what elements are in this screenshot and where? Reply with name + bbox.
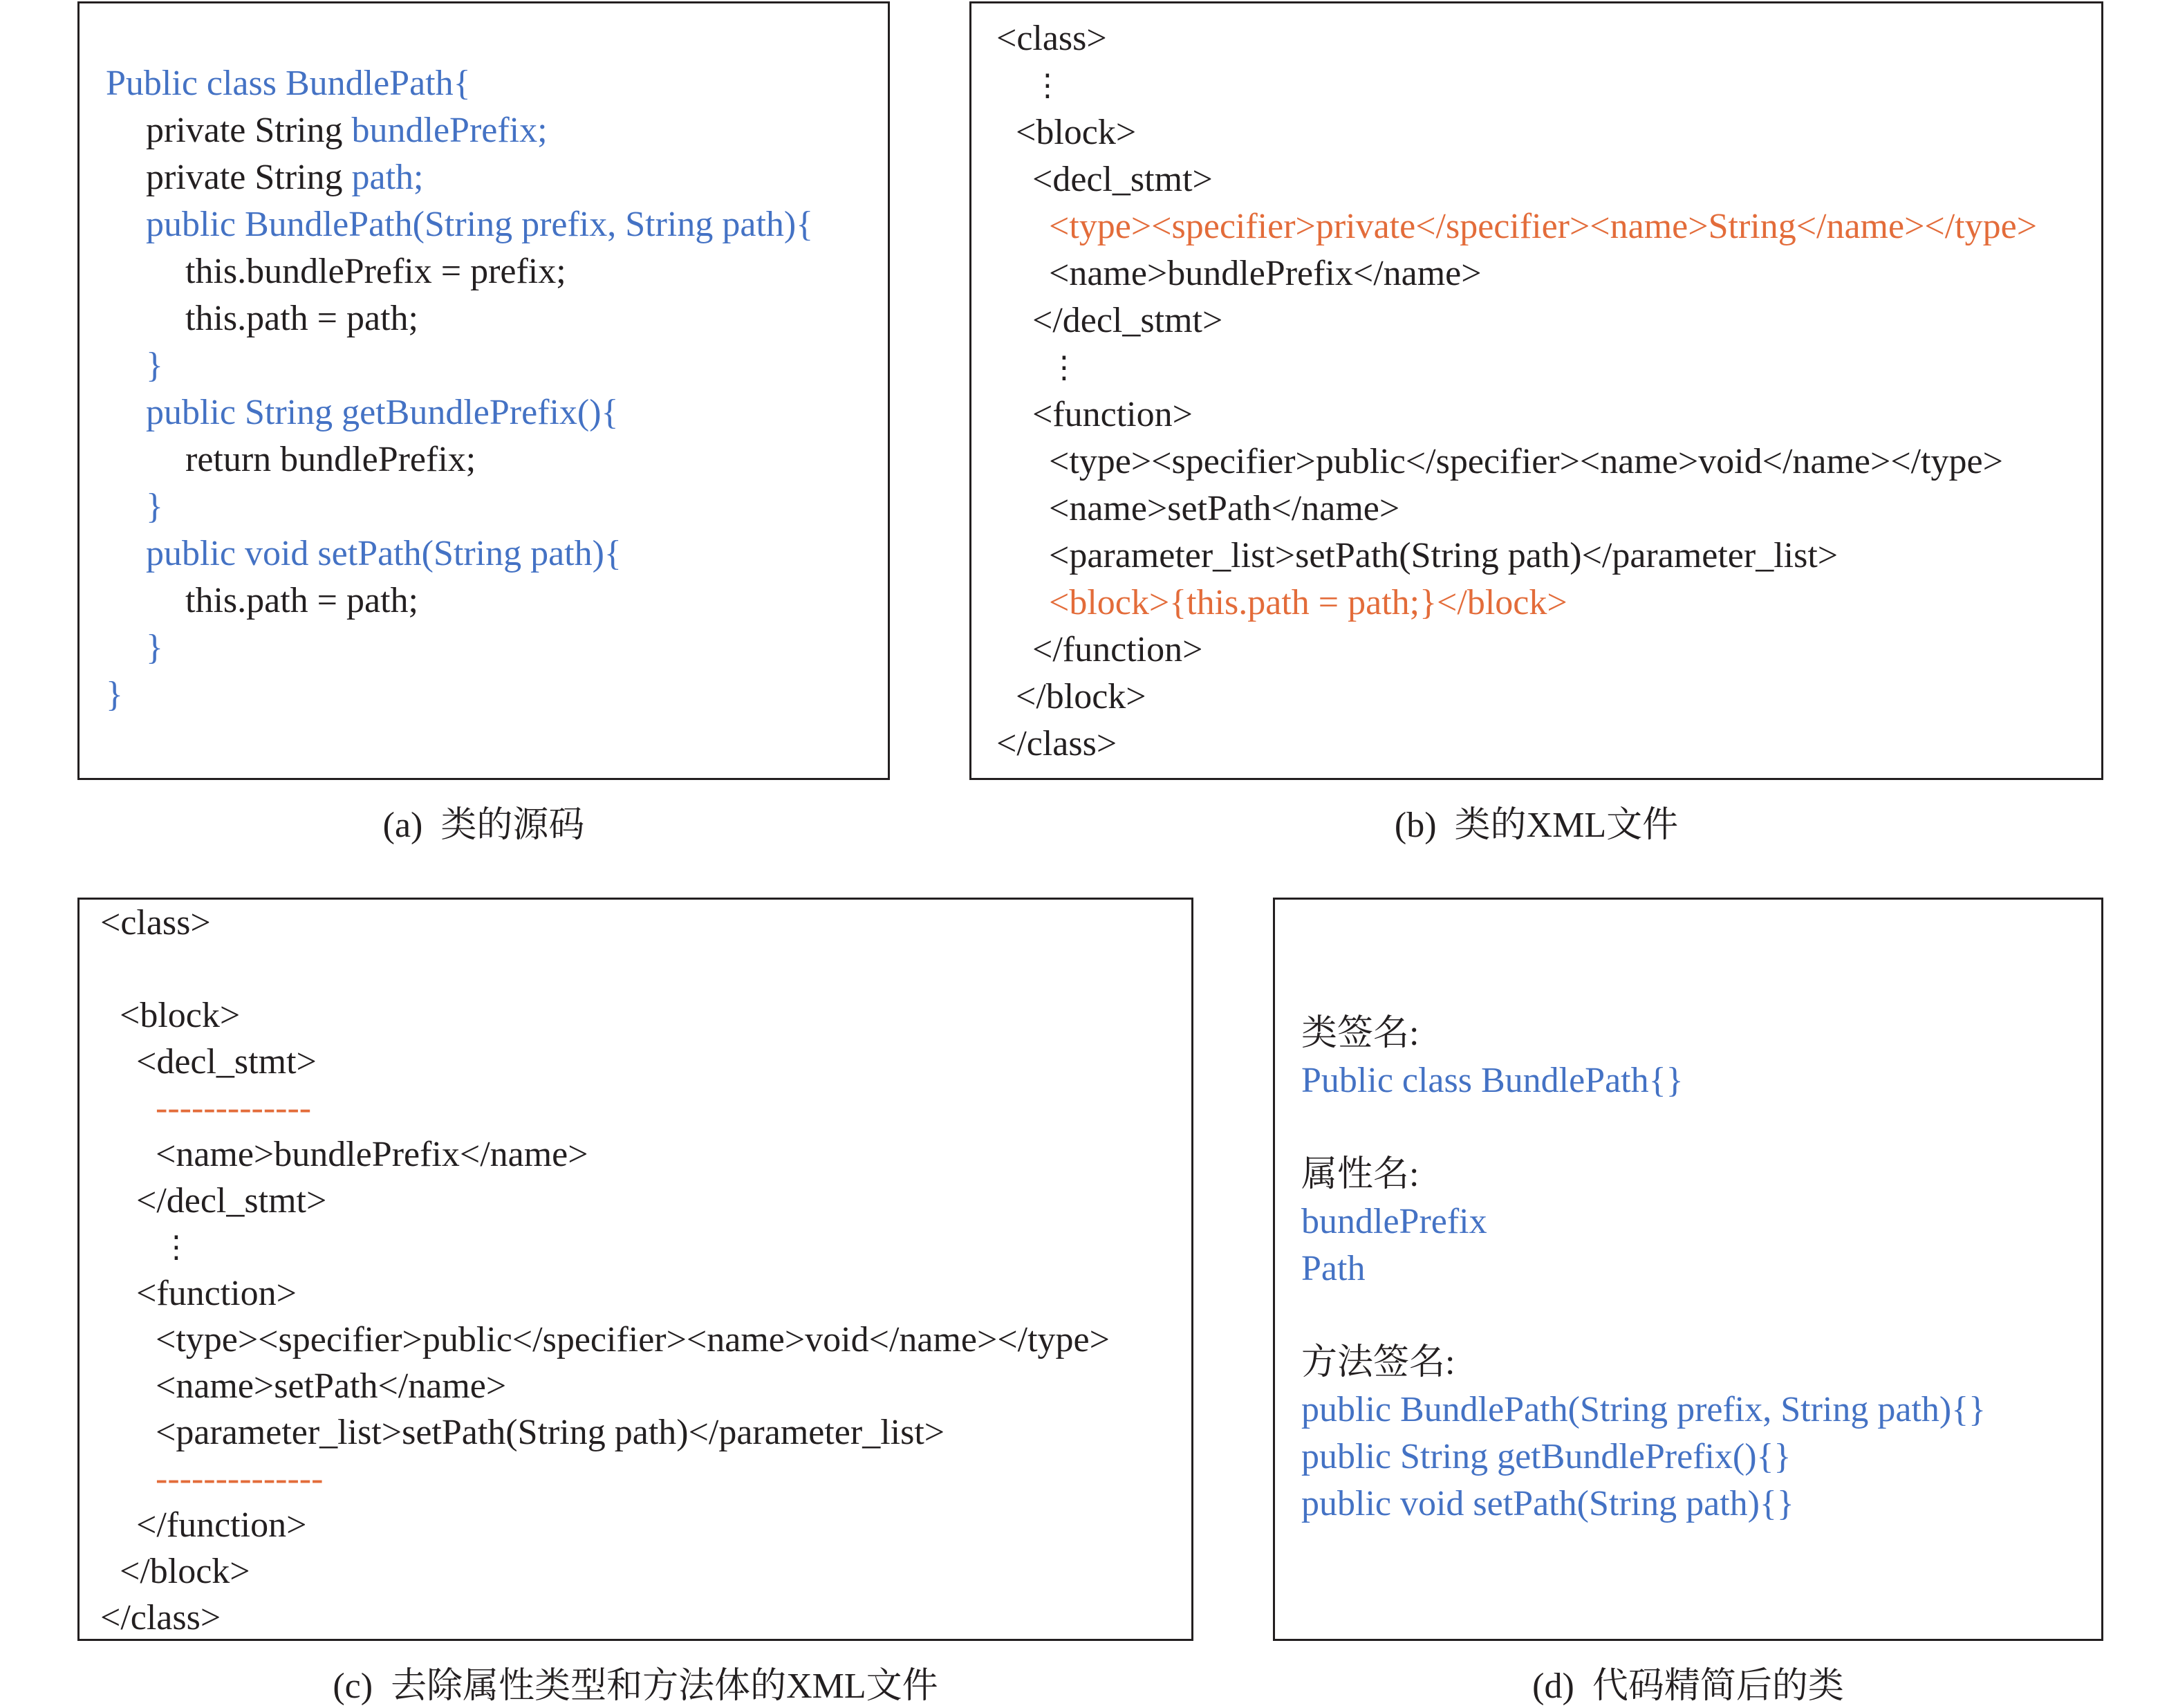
- code-line-closing-brace: }: [146, 628, 163, 667]
- xml-line: </function>: [136, 1505, 307, 1545]
- attribute-name: Path: [1301, 1249, 1366, 1288]
- blank-line: [100, 946, 1191, 992]
- code-line-class-declaration: Public class BundlePath{: [106, 64, 471, 103]
- blank-line: [1301, 1104, 2101, 1151]
- code-line-method-signature: public void setPath(String path){: [146, 534, 622, 573]
- code-line-statement: this.path = path;: [185, 299, 418, 338]
- code-line-closing-brace: }: [146, 346, 163, 385]
- attribute-name: bundlePrefix: [1301, 1202, 1487, 1241]
- xml-line: <class>: [996, 19, 1107, 58]
- removed-attribute-type-marker: -------------: [156, 1088, 312, 1128]
- panel-d-simplified-class: [1273, 898, 2103, 1641]
- panel-c-reduced-xml: [77, 898, 1193, 1641]
- blank-line: [1301, 1292, 2101, 1339]
- panel-a-class-source: [77, 1, 890, 780]
- xml-line: <name>bundlePrefix</name>: [1049, 254, 1482, 293]
- caption-text: 类的XML文件: [1454, 806, 1679, 845]
- field-type: private String: [146, 158, 352, 197]
- removed-method-body-marker: --------------: [156, 1459, 324, 1498]
- caption-c: [77, 1667, 1193, 1707]
- xml-line: <block>: [120, 996, 241, 1035]
- method-signature: public String getBundlePrefix(){}: [1301, 1437, 1791, 1476]
- caption-label: (d): [1532, 1667, 1574, 1706]
- vertical-ellipsis: ⋮: [161, 1229, 192, 1265]
- code-line-statement: return bundlePrefix;: [185, 440, 476, 479]
- method-signature-heading: 方法签名:: [1301, 1343, 1455, 1382]
- method-signature: public void setPath(String path){}: [1301, 1484, 1794, 1523]
- code-line-constructor-signature: public BundlePath(String prefix, String path){: [146, 205, 814, 244]
- xml-line: </decl_stmt>: [136, 1181, 327, 1220]
- class-signature-heading: 类签名:: [1301, 1014, 1420, 1053]
- xml-line: </block>: [1016, 677, 1146, 716]
- xml-line: <function>: [1032, 395, 1193, 434]
- xml-line: <decl_stmt>: [136, 1042, 317, 1082]
- xml-line-highlighted-attribute-type: <type><specifier>private</specifier><name>String</name></type>: [1049, 207, 2038, 246]
- code-line-statement: this.bundlePrefix = prefix;: [185, 252, 566, 291]
- xml-line: <class>: [100, 903, 211, 943]
- xml-line: </function>: [1032, 630, 1203, 669]
- xml-line: <name>bundlePrefix</name>: [156, 1135, 588, 1174]
- caption-label: (c): [333, 1667, 373, 1706]
- attribute-heading: 属性名:: [1301, 1155, 1420, 1194]
- vertical-ellipsis: ⋮: [1049, 350, 1079, 385]
- code-line-statement: this.path = path;: [185, 581, 418, 620]
- caption-text: 类的源码: [440, 806, 585, 845]
- method-signature: public BundlePath(String prefix, String path){}: [1301, 1390, 1986, 1429]
- panel-b-class-xml: [969, 1, 2103, 780]
- code-line-closing-brace: }: [146, 487, 163, 526]
- caption-text: 去除属性类型和方法体的XML文件: [391, 1667, 938, 1706]
- caption-b: [969, 802, 2103, 849]
- xml-line: <type><specifier>public</specifier><name>void</name></type>: [1049, 442, 2003, 481]
- xml-line-highlighted-method-body: <block>{this.path = path;}</block>: [1049, 583, 1567, 622]
- code-line-class-closing-brace: }: [106, 675, 123, 714]
- xml-line: <decl_stmt>: [1032, 160, 1213, 199]
- field-name: path;: [351, 158, 424, 197]
- code-line-method-signature: public String getBundlePrefix(){: [146, 393, 619, 432]
- caption-label: (a): [382, 806, 423, 845]
- code-line-field-bundleprefix: [106, 107, 888, 154]
- code-line-field-path: [106, 154, 888, 201]
- caption-text: 代码精简后的类: [1592, 1667, 1844, 1706]
- xml-line: </block>: [120, 1552, 250, 1591]
- xml-line: </class>: [100, 1598, 221, 1637]
- caption-d: [1273, 1667, 2103, 1707]
- xml-line: <parameter_list>setPath(String path)</parameter_list>: [1049, 536, 1839, 575]
- xml-line: <name>setPath</name>: [1049, 489, 1400, 528]
- xml-line: </class>: [996, 724, 1117, 763]
- xml-line: <function>: [136, 1274, 297, 1313]
- xml-line: </decl_stmt>: [1032, 301, 1223, 340]
- vertical-ellipsis: ⋮: [1032, 68, 1063, 103]
- xml-line: <type><specifier>public</specifier><name>void</name></type>: [156, 1320, 1110, 1359]
- caption-a: [77, 802, 890, 849]
- caption-label: (b): [1394, 806, 1437, 845]
- xml-line: <name>setPath</name>: [156, 1366, 507, 1406]
- field-name: bundlePrefix;: [351, 111, 548, 150]
- xml-line: <block>: [1016, 113, 1137, 152]
- field-type: private String: [146, 111, 352, 150]
- xml-line: <parameter_list>setPath(String path)</parameter_list>: [156, 1413, 945, 1452]
- class-signature: Public class BundlePath{}: [1301, 1061, 1684, 1100]
